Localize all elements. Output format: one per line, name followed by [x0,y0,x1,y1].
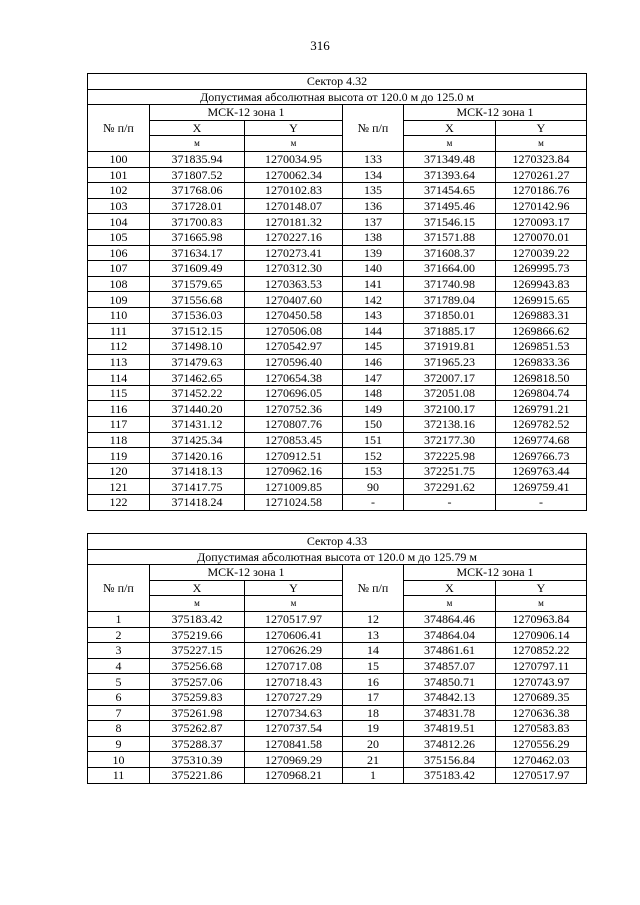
point-number: 21 [343,752,404,768]
point-number: 148 [343,385,404,401]
point-number: 109 [88,292,150,308]
point-number: - [343,495,404,511]
coord-y: 1270636.38 [496,705,587,721]
point-number: 136 [343,198,404,214]
col-header-x: X [404,120,496,136]
coord-y: 1270312.30 [245,261,343,277]
point-number: 103 [88,198,150,214]
point-number: 107 [88,261,150,277]
coord-y: 1270841.58 [245,736,343,752]
point-number: 118 [88,432,150,448]
coord-y: 1270596.40 [245,354,343,370]
coord-x: 375261.98 [150,705,245,721]
col-header-y: Y [496,120,587,136]
coord-x: 374864.04 [404,627,496,643]
coord-y: 1270654.38 [245,370,343,386]
point-number: 138 [343,229,404,245]
point-number: 11 [88,767,150,783]
table-row [88,183,587,199]
table-row [88,643,587,659]
coord-x: 371850.01 [404,307,496,323]
coord-x: 375288.37 [150,736,245,752]
point-number: 115 [88,385,150,401]
point-number: 102 [88,183,150,199]
point-number: 4 [88,658,150,674]
point-number: 142 [343,292,404,308]
col-header-y: Y [496,580,587,596]
point-number: 137 [343,214,404,230]
coord-x: 371462.65 [150,370,245,386]
table-row [88,705,587,721]
coord-x: 371546.15 [404,214,496,230]
coord-y: 1270273.41 [245,245,343,261]
point-number: 13 [343,627,404,643]
table-row [88,167,587,183]
point-number: 114 [88,370,150,386]
table-row [88,307,587,323]
coord-x: 371740.98 [404,276,496,292]
coord-y: 1270323.84 [496,151,587,167]
unit-label: м [404,596,496,612]
coord-x: 375221.86 [150,767,245,783]
coord-y: 1270718.43 [245,674,343,690]
coord-y: 1270734.63 [245,705,343,721]
allowed-height: Допустимая абсолютная высота от 120.0 м до 125.0 м [88,89,587,105]
point-number: 6 [88,689,150,705]
coord-x: 371556.68 [150,292,245,308]
point-number: 144 [343,323,404,339]
unit-label: м [150,596,245,612]
coord-y: 1270717.08 [245,658,343,674]
coord-x: 375257.06 [150,674,245,690]
table-row [88,611,587,627]
coord-y: 1269763.44 [496,463,587,479]
coord-y: 1269774.68 [496,432,587,448]
unit-label: м [150,136,245,152]
point-number: 151 [343,432,404,448]
point-number: 140 [343,261,404,277]
table-row [88,245,587,261]
coord-x: 371768.06 [150,183,245,199]
point-number: 152 [343,448,404,464]
coord-x: 372100.17 [404,401,496,417]
sector-table [87,73,587,511]
point-number: 121 [88,479,150,495]
coord-x: 375183.42 [150,611,245,627]
col-header-y: Y [245,120,343,136]
point-number: 110 [88,307,150,323]
point-number: 1 [343,767,404,783]
table-row [88,198,587,214]
coord-y: 1270034.95 [245,151,343,167]
coord-y: 1269804.74 [496,385,587,401]
point-number: 112 [88,339,150,355]
table-row [88,401,587,417]
coord-x: 371536.03 [150,307,245,323]
coord-y: 1270737.54 [245,721,343,737]
point-number: 105 [88,229,150,245]
coord-y: 1270407.60 [245,292,343,308]
point-number: 133 [343,151,404,167]
coord-y: 1269995.73 [496,261,587,277]
coord-y: 1269782.52 [496,417,587,433]
coord-x: 371835.94 [150,151,245,167]
table-row [88,736,587,752]
point-number: 143 [343,307,404,323]
coord-x: 371418.24 [150,495,245,511]
coordinate-system-header: МСК-12 зона 1 [150,565,343,581]
coord-x: 374819.51 [404,721,496,737]
table-row [88,448,587,464]
point-number: 10 [88,752,150,768]
table-row [88,721,587,737]
coord-x: 371728.01 [150,198,245,214]
coord-y: 1270696.05 [245,385,343,401]
point-number: 8 [88,721,150,737]
table-row [88,292,587,308]
point-number: 146 [343,354,404,370]
coord-x: 375259.83 [150,689,245,705]
coord-y: 1270969.29 [245,752,343,768]
col-header-x: X [404,580,496,596]
col-header-number: № п/п [88,565,150,612]
point-number: 2 [88,627,150,643]
coord-x: 371349.48 [404,151,496,167]
coord-y: 1270962.16 [245,463,343,479]
point-number: 16 [343,674,404,690]
table-row [88,767,587,783]
unit-label: м [496,136,587,152]
point-number: 119 [88,448,150,464]
point-number: 1 [88,611,150,627]
coord-y: 1271009.85 [245,479,343,495]
coord-y: 1270743.97 [496,674,587,690]
coord-x: 374861.61 [404,643,496,659]
coord-x: 371417.75 [150,479,245,495]
coord-x: 372251.75 [404,463,496,479]
coord-x: 371609.49 [150,261,245,277]
coord-x: 371425.34 [150,432,245,448]
point-number: 149 [343,401,404,417]
coord-x: 371700.83 [150,214,245,230]
coord-y: 1270626.29 [245,643,343,659]
coord-x: 371664.00 [404,261,496,277]
coord-x: 375227.15 [150,643,245,659]
coord-y: 1270450.58 [245,307,343,323]
coord-y: - [496,495,587,511]
allowed-height: Допустимая абсолютная высота от 120.0 м до 125.79 м [88,549,587,565]
coord-x: 375310.39 [150,752,245,768]
table-row [88,276,587,292]
point-number: 153 [343,463,404,479]
point-number: 18 [343,705,404,721]
coord-x: 371965.23 [404,354,496,370]
coord-y: 1269943.83 [496,276,587,292]
point-number: 117 [88,417,150,433]
coord-y: 1270186.76 [496,183,587,199]
coord-x: 371431.12 [150,417,245,433]
point-number: 108 [88,276,150,292]
table-row [88,432,587,448]
coord-x: 372138.16 [404,417,496,433]
coord-x: 371495.46 [404,198,496,214]
point-number: 113 [88,354,150,370]
coord-x: 371807.52 [150,167,245,183]
point-number: 145 [343,339,404,355]
point-number: 139 [343,245,404,261]
table-row [88,151,587,167]
coord-x: 371498.10 [150,339,245,355]
unit-label: м [496,596,587,612]
coord-x: 371440.20 [150,401,245,417]
point-number: 19 [343,721,404,737]
point-number: 9 [88,736,150,752]
table-row [88,752,587,768]
point-number: 147 [343,370,404,386]
coord-y: 1270261.27 [496,167,587,183]
point-number: 101 [88,167,150,183]
point-number: 116 [88,401,150,417]
coord-y: 1270093.17 [496,214,587,230]
sector-table [87,533,587,784]
coord-y: 1270968.21 [245,767,343,783]
coord-y: 1270102.83 [245,183,343,199]
point-number: 141 [343,276,404,292]
coord-y: 1270912.51 [245,448,343,464]
coordinate-system-header: МСК-12 зона 1 [150,105,343,121]
coord-x: 371608.37 [404,245,496,261]
coord-y: 1270062.34 [245,167,343,183]
coord-y: 1269833.36 [496,354,587,370]
table-row [88,689,587,705]
point-number: 150 [343,417,404,433]
coord-x: 371393.64 [404,167,496,183]
coord-y: 1270542.97 [245,339,343,355]
coord-x: 374812.26 [404,736,496,752]
unit-label: м [245,136,343,152]
table-row [88,370,587,386]
coord-x: 375219.66 [150,627,245,643]
col-header-number: № п/п [88,105,150,152]
point-number: 106 [88,245,150,261]
coord-x: 375262.87 [150,721,245,737]
coord-x: 371512.15 [150,323,245,339]
coord-x: 374857.07 [404,658,496,674]
table-row [88,229,587,245]
table-row [88,674,587,690]
table-row [88,627,587,643]
coord-y: 1270963.84 [496,611,587,627]
point-number: 20 [343,736,404,752]
coord-y: 1270807.76 [245,417,343,433]
coord-y: 1269915.65 [496,292,587,308]
coord-y: 1270852.22 [496,643,587,659]
unit-label: м [404,136,496,152]
coord-x: 374831.78 [404,705,496,721]
coord-y: 1271024.58 [245,495,343,511]
table-row [88,479,587,495]
coord-x: 372291.62 [404,479,496,495]
unit-label: м [245,596,343,612]
coord-x: 371571.88 [404,229,496,245]
coord-x: 374842.13 [404,689,496,705]
coord-x: - [404,495,496,511]
coord-x: 374850.71 [404,674,496,690]
coordinate-system-header: МСК-12 зона 1 [404,565,587,581]
coord-y: 1270462.03 [496,752,587,768]
table-row [88,495,587,511]
sector-title: Сектор 4.33 [88,534,587,550]
point-number: 14 [343,643,404,659]
point-number: 134 [343,167,404,183]
coord-x: 371579.65 [150,276,245,292]
coord-y: 1270227.16 [245,229,343,245]
coord-y: 1270606.41 [245,627,343,643]
point-number: 15 [343,658,404,674]
point-number: 120 [88,463,150,479]
sector-title: Сектор 4.32 [88,74,587,90]
coord-y: 1270506.08 [245,323,343,339]
page-number: 316 [310,38,330,53]
coord-x: 375256.68 [150,658,245,674]
coord-x: 372007.17 [404,370,496,386]
coord-y: 1269818.50 [496,370,587,386]
coord-y: 1270797.11 [496,658,587,674]
coord-x: 371634.17 [150,245,245,261]
coord-y: 1269883.31 [496,307,587,323]
coord-y: 1270583.83 [496,721,587,737]
col-header-number: № п/п [343,105,404,152]
coord-x: 375183.42 [404,767,496,783]
col-header-x: X [150,120,245,136]
coord-x: 371452.22 [150,385,245,401]
point-number: 100 [88,151,150,167]
coord-x: 371665.98 [150,229,245,245]
point-number: 3 [88,643,150,659]
coord-x: 371454.65 [404,183,496,199]
col-header-y: Y [245,580,343,596]
coord-x: 371789.04 [404,292,496,308]
coord-y: 1269766.73 [496,448,587,464]
coord-x: 371885.17 [404,323,496,339]
coord-x: 372051.08 [404,385,496,401]
point-number: 90 [343,479,404,495]
coord-y: 1270752.36 [245,401,343,417]
coord-y: 1270517.97 [496,767,587,783]
point-number: 111 [88,323,150,339]
coord-y: 1270148.07 [245,198,343,214]
point-number: 104 [88,214,150,230]
point-number: 7 [88,705,150,721]
coord-x: 372225.98 [404,448,496,464]
table-row [88,214,587,230]
table-row [88,339,587,355]
coord-y: 1270556.29 [496,736,587,752]
coordinate-system-header: МСК-12 зона 1 [404,105,587,121]
coord-y: 1270181.32 [245,214,343,230]
coord-y: 1269791.21 [496,401,587,417]
table-row [88,658,587,674]
coord-y: 1269866.62 [496,323,587,339]
coord-y: 1270727.29 [245,689,343,705]
point-number: 5 [88,674,150,690]
coord-x: 371919.81 [404,339,496,355]
table-row [88,261,587,277]
coord-x: 371420.16 [150,448,245,464]
coord-y: 1270689.35 [496,689,587,705]
coord-y: 1269851.53 [496,339,587,355]
coord-x: 375156.84 [404,752,496,768]
table-row [88,417,587,433]
col-header-x: X [150,580,245,596]
coord-y: 1270363.53 [245,276,343,292]
coord-x: 374864.46 [404,611,496,627]
coord-x: 371479.63 [150,354,245,370]
point-number: 122 [88,495,150,511]
col-header-number: № п/п [343,565,404,612]
coord-y: 1270906.14 [496,627,587,643]
table-row [88,354,587,370]
coord-y: 1270517.97 [245,611,343,627]
table-row [88,463,587,479]
point-number: 17 [343,689,404,705]
coord-y: 1269759.41 [496,479,587,495]
point-number: 12 [343,611,404,627]
coord-y: 1270853.45 [245,432,343,448]
coord-x: 371418.13 [150,463,245,479]
coord-y: 1270142.96 [496,198,587,214]
table-row [88,323,587,339]
coord-y: 1270039.22 [496,245,587,261]
coord-y: 1270070.01 [496,229,587,245]
coord-x: 372177.30 [404,432,496,448]
point-number: 135 [343,183,404,199]
table-row [88,385,587,401]
